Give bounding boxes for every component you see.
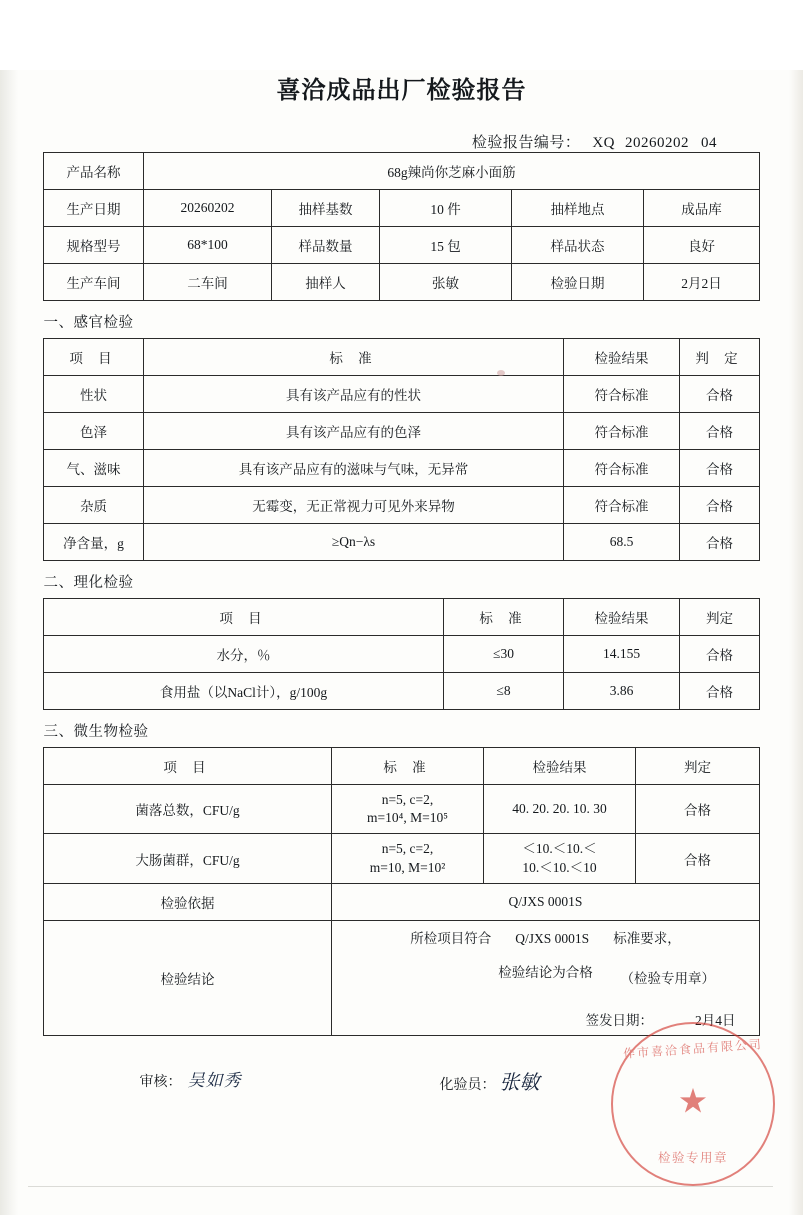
s2-item: 食用盐（以NaCl计），g/100g bbox=[44, 673, 444, 710]
s3-result bbox=[484, 834, 636, 883]
s3-standard bbox=[332, 834, 484, 883]
s3-standard-line1: n=5, c=2, bbox=[381, 841, 434, 857]
sample-state-value: 良好 bbox=[644, 227, 760, 264]
s1-verdict: 合格 bbox=[680, 524, 760, 561]
table-row bbox=[44, 636, 760, 673]
sampling-place-label: 抽样地点 bbox=[512, 190, 644, 227]
s2-result: 14.155 bbox=[564, 636, 680, 673]
inspection-date-value: 2月2日 bbox=[644, 264, 760, 301]
s2-verdict: 合格 bbox=[680, 636, 760, 673]
table-row bbox=[44, 190, 760, 227]
conclusion-line-2: 检验结论为合格 bbox=[498, 964, 593, 980]
sampling-place-value: 成品库 bbox=[644, 190, 760, 227]
s1-verdict: 合格 bbox=[680, 376, 760, 413]
s3-col-item: 项 目 bbox=[44, 748, 332, 785]
section-1-title: 一、感官检验 bbox=[43, 315, 134, 331]
s3-result-line2: 10.＜10.＜10 bbox=[522, 859, 597, 875]
s1-item: 色泽 bbox=[44, 413, 144, 450]
s3-standard-line1: n=5, c=2, bbox=[381, 792, 434, 807]
report-number-row bbox=[28, 131, 775, 152]
table-header-row bbox=[44, 599, 760, 636]
table-row bbox=[44, 834, 760, 883]
s2-col-verdict: 判定 bbox=[680, 599, 760, 636]
s1-verdict: 合格 bbox=[680, 450, 760, 487]
s1-col-verdict: 判 定 bbox=[680, 339, 760, 376]
tester-label: 化验员： bbox=[439, 1077, 496, 1093]
conclusion-value bbox=[332, 920, 760, 1035]
microbiological-inspection-table bbox=[43, 747, 760, 1036]
s1-result: 符合标准 bbox=[564, 413, 680, 450]
reviewer-label: 审核： bbox=[139, 1074, 182, 1090]
ink-smudge bbox=[497, 370, 505, 376]
s2-verdict: 合格 bbox=[680, 673, 760, 710]
spec-model-label: 规格型号 bbox=[44, 227, 144, 264]
workshop-value: 二车间 bbox=[144, 264, 272, 301]
conclusion-issue-line bbox=[338, 1009, 753, 1029]
table-row bbox=[44, 264, 760, 301]
workshop-label: 生产车间 bbox=[44, 264, 144, 301]
sampler-label: 抽样人 bbox=[272, 264, 380, 301]
s3-col-standard: 标 准 bbox=[332, 748, 484, 785]
inspection-date-label: 检验日期 bbox=[512, 264, 644, 301]
table-header-row bbox=[44, 748, 760, 785]
s1-col-result: 检验结果 bbox=[564, 339, 680, 376]
s1-verdict: 合格 bbox=[680, 487, 760, 524]
product-name-label: 产品名称 bbox=[44, 153, 144, 190]
inspection-basis-label: 检验依据 bbox=[44, 883, 332, 920]
s1-standard: 具有该产品应有的性状 bbox=[144, 376, 564, 413]
s1-item: 杂质 bbox=[44, 487, 144, 524]
s1-result: 68.5 bbox=[564, 524, 680, 561]
reviewer-signature: 吴如秀 bbox=[187, 1070, 242, 1091]
s3-standard-line2: m=10⁴, M=10⁵ bbox=[367, 810, 448, 826]
footer-divider bbox=[28, 1186, 773, 1187]
table-row bbox=[44, 673, 760, 710]
s3-verdict: 合格 bbox=[636, 834, 760, 883]
s2-standard: ≤30 bbox=[444, 636, 564, 673]
report-number-label: 检验报告编号： bbox=[471, 135, 581, 151]
s3-col-result: 检验结果 bbox=[484, 748, 636, 785]
table-row bbox=[44, 376, 760, 413]
report-page bbox=[0, 70, 803, 1215]
sample-qty-value: 15 包 bbox=[380, 227, 512, 264]
section-2-title: 二、理化检验 bbox=[43, 575, 134, 591]
sampling-base-label: 抽样基数 bbox=[272, 190, 380, 227]
signature-row bbox=[44, 1058, 760, 1114]
production-date-label: 生产日期 bbox=[44, 190, 144, 227]
sampler-value: 张敏 bbox=[380, 264, 512, 301]
issue-date-value: 2月4日 bbox=[695, 1012, 736, 1028]
s3-standard bbox=[332, 785, 484, 834]
issue-date-label: 签发日期： bbox=[585, 1012, 653, 1028]
s2-col-item: 项 目 bbox=[44, 599, 444, 636]
sample-qty-label: 样品数量 bbox=[272, 227, 380, 264]
conclusion-line-1 bbox=[338, 927, 753, 947]
s1-item: 性状 bbox=[44, 376, 144, 413]
table-header-row bbox=[44, 339, 760, 376]
s1-standard: 具有该产品应有的色泽 bbox=[144, 413, 564, 450]
s3-col-verdict: 判定 bbox=[636, 748, 760, 785]
s3-result: 40. 20. 20. 10. 30 bbox=[484, 785, 636, 834]
report-number-date: 20260202 bbox=[625, 135, 689, 151]
s3-standard-line2: m=10, M=10² bbox=[369, 859, 446, 875]
s1-result: 符合标准 bbox=[564, 487, 680, 524]
reviewer-block bbox=[140, 1066, 242, 1091]
page-title: 喜洽成品出厂检验报告 bbox=[276, 78, 527, 104]
table-row bbox=[44, 487, 760, 524]
report-number-seq: 04 bbox=[701, 135, 717, 151]
s1-result: 符合标准 bbox=[564, 450, 680, 487]
report-number-prefix: XQ bbox=[592, 135, 615, 151]
s1-col-item: 项 目 bbox=[44, 339, 144, 376]
s1-standard: 具有该产品应有的滋味与气味，无异常 bbox=[144, 450, 564, 487]
table-row bbox=[44, 785, 760, 834]
conclusion-standard-code: Q/JXS 0001S bbox=[515, 930, 590, 946]
tester-signature: 张敏 bbox=[499, 1069, 540, 1094]
s1-item: 净含量，g bbox=[44, 524, 144, 561]
s2-item: 水分，％ bbox=[44, 636, 444, 673]
s1-col-standard: 标 准 bbox=[144, 339, 564, 376]
s1-result: 符合标准 bbox=[564, 376, 680, 413]
s1-item: 气、滋味 bbox=[44, 450, 144, 487]
inspection-basis-value: Q/JXS 0001S bbox=[332, 883, 760, 920]
table-row bbox=[44, 153, 760, 190]
table-row bbox=[44, 450, 760, 487]
star-icon: ★ bbox=[677, 1083, 709, 1121]
table-row bbox=[44, 413, 760, 450]
conclusion-stamp-note: （检验专用章） bbox=[620, 970, 715, 986]
sampling-base-value: 10 件 bbox=[380, 190, 512, 227]
stamp-purpose-text: 检验专用章 bbox=[657, 1151, 728, 1165]
s2-col-standard: 标 准 bbox=[444, 599, 564, 636]
s3-item: 大肠菌群，CFU/g bbox=[44, 834, 332, 883]
table-row bbox=[44, 524, 760, 561]
sample-state-label: 样品状态 bbox=[512, 227, 644, 264]
table-row bbox=[44, 920, 760, 1035]
production-date-value: 20260202 bbox=[144, 190, 272, 227]
spec-model-value: 68*100 bbox=[144, 227, 272, 264]
conclusion-text-a: 所检项目符合 bbox=[410, 930, 492, 946]
stamp-company-text: 作市喜洽食品有限公司 bbox=[622, 1037, 764, 1061]
s3-verdict: 合格 bbox=[636, 785, 760, 834]
section-3-title: 三、微生物检验 bbox=[43, 724, 149, 740]
table-row bbox=[44, 883, 760, 920]
s1-verdict: 合格 bbox=[680, 413, 760, 450]
tester-block bbox=[440, 1066, 540, 1095]
s3-result-line1: ＜10.＜10.＜ bbox=[522, 841, 597, 857]
s1-standard: 无霉变，无正常视力可见外来异物 bbox=[144, 487, 564, 524]
conclusion-text-c: 标准要求， bbox=[613, 930, 681, 946]
s2-result: 3.86 bbox=[564, 673, 680, 710]
s3-item: 菌落总数，CFU/g bbox=[44, 785, 332, 834]
s2-standard: ≤8 bbox=[444, 673, 564, 710]
table-row bbox=[44, 227, 760, 264]
product-name-value: 68g辣尚你芝麻小面筋 bbox=[144, 153, 760, 190]
s1-standard: ≥Qn−λs bbox=[144, 524, 564, 561]
header-info-table bbox=[43, 152, 760, 301]
conclusion-label: 检验结论 bbox=[44, 920, 332, 1035]
sensory-inspection-table bbox=[43, 338, 760, 561]
physicochemical-inspection-table bbox=[43, 598, 760, 710]
s2-col-result: 检验结果 bbox=[564, 599, 680, 636]
